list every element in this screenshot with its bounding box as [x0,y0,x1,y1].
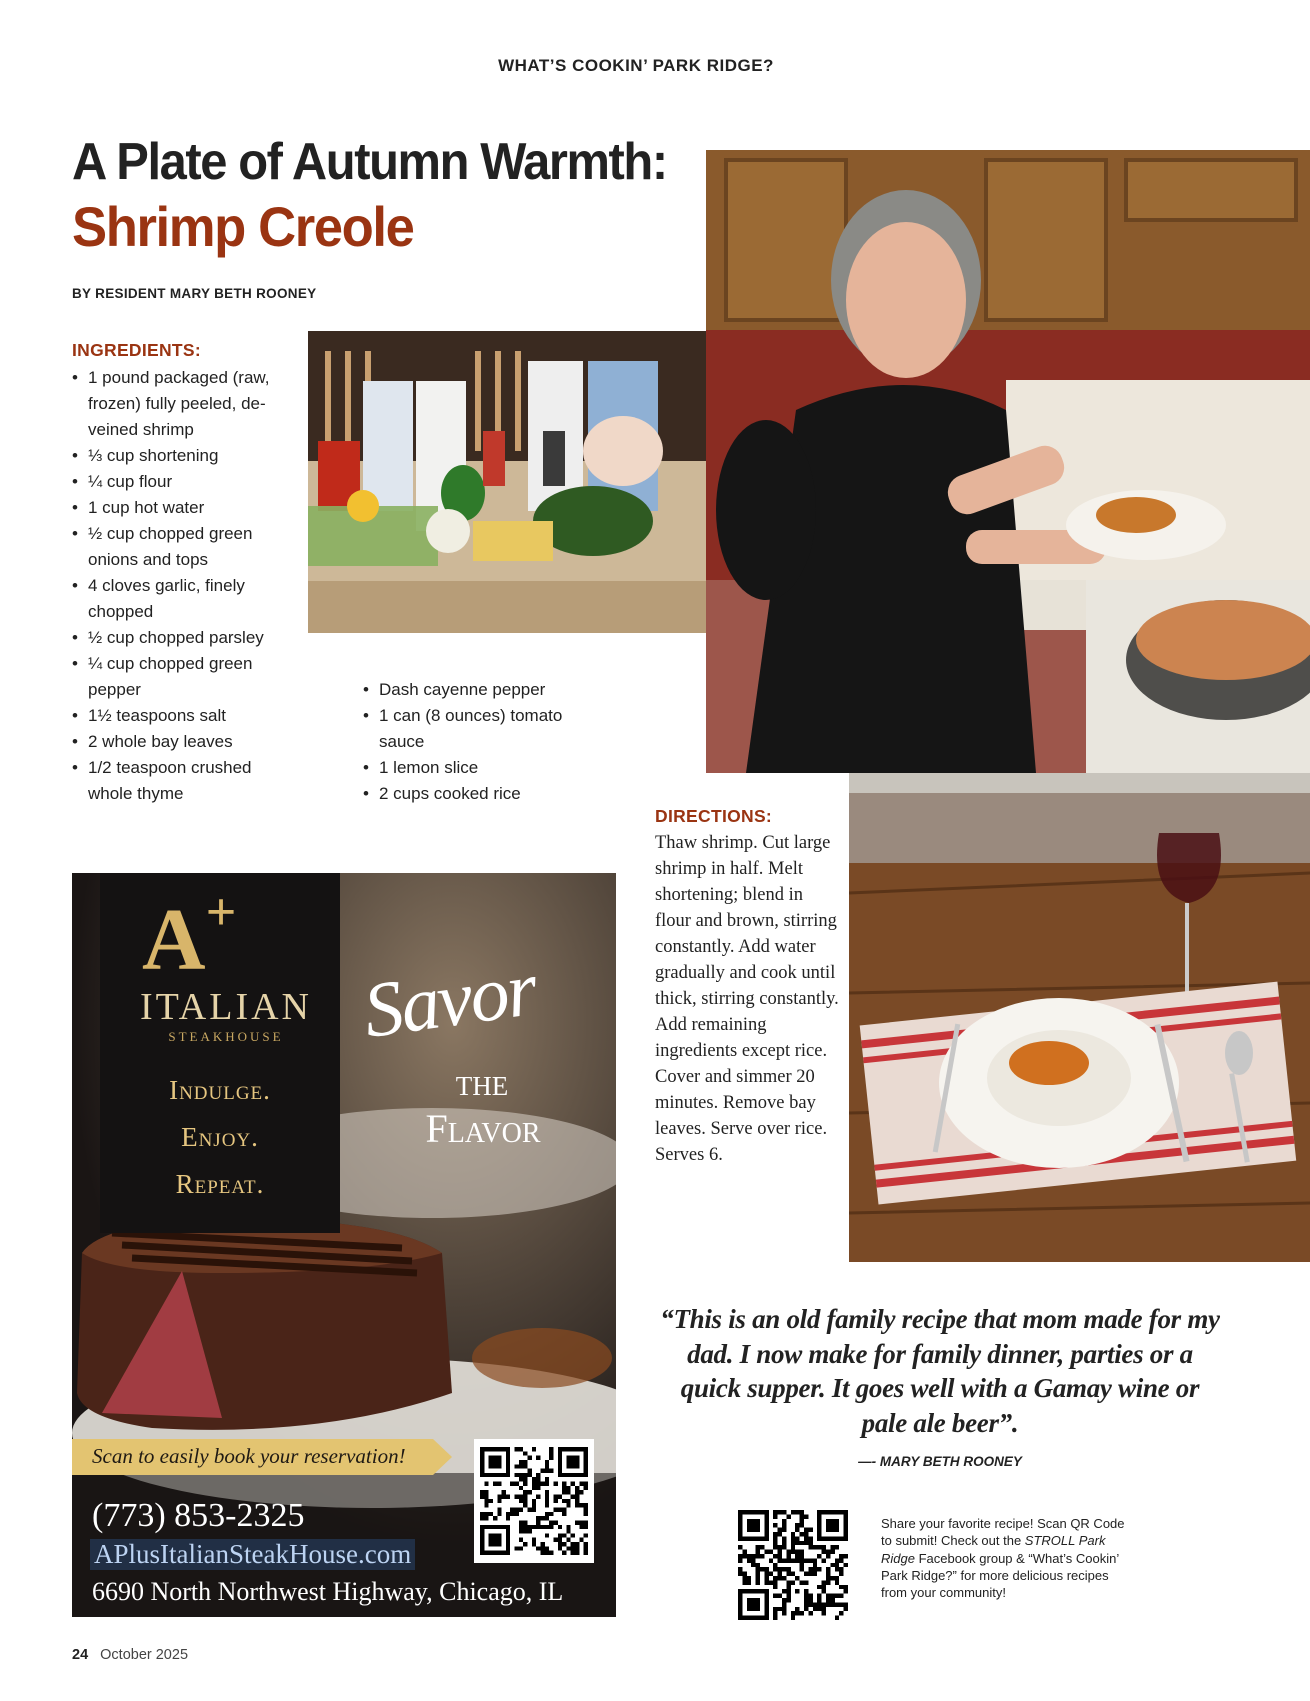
ingredient-item: • 1 pound packaged (raw, frozen) fully peeled, de-veined shrimp [72,365,292,443]
ingredient-item: • 1 can (8 ounces) tomato sauce [363,703,563,755]
ingredients-heading: INGREDIENTS: [72,340,202,360]
ingredient-item: • ⅓ cup shortening [72,443,292,469]
ad-reservation-text: Scan to easily book your reservation! [92,1444,406,1468]
ingredient-item: • 1 cup hot water [72,495,292,521]
page-number: 24 [72,1647,89,1663]
section-label: WHAT’S COOKIN’ PARK RIDGE? [498,56,774,75]
ingredient-item: • ¼ cup flour [72,469,292,495]
ad-qr-code[interactable] [474,1439,594,1563]
ingredient-item: • ½ cup chopped green onions and tops [72,521,292,573]
ad-phone[interactable]: (773) 853-2325 [92,1497,305,1534]
quote-attribution: —- MARY BETH ROONEY [858,1454,1022,1469]
plated-dish-photo [849,773,1310,1262]
ingredients-list-1 [72,365,292,807]
ad-logo-sub: STEAKHOUSE [168,1029,284,1044]
ingredient-item: • 2 cups cooked rice [363,781,563,807]
ingredient-item: • Dash cayenne pepper [363,677,563,703]
issue-date: October 2025 [100,1647,189,1663]
cook-photo [706,150,1310,773]
submission-note: Share your favorite recipe! Scan QR Code to submit! Check out the STROLL Park Ridge Facebook group & “What’s Cookin’ Park Ridge?” for more delicious recipes from your community! [881,1516,1125,1601]
ingredient-item: • 1/2 teaspoon crushed whole thyme [72,755,292,807]
ingredients-list-2 [363,677,563,807]
ingredient-item: • 1½ teaspoons salt [72,703,292,729]
ad-the: the [455,1062,509,1104]
ingredient-item: • ½ cup chopped parsley [72,625,292,651]
ingredient-item: • 1 lemon slice [363,755,563,781]
article-title: A Plate of Autumn Warmth: [72,133,667,191]
ad-savor-script: Savor [358,944,541,1055]
ingredient-item: • ¼ cup chopped green pepper [72,651,292,703]
advertisement [72,873,616,1617]
byline: BY RESIDENT MARY BETH ROONEY [72,286,317,301]
article-subtitle: Shrimp Creole [72,195,414,258]
page-footer [72,1647,188,1663]
ingredient-item: • 4 cloves garlic, finely chopped [72,573,292,625]
ingredients-photo [308,331,706,633]
directions-heading: DIRECTIONS: [655,806,773,826]
ad-website-link[interactable]: APlusItalianSteakHouse.com [90,1539,415,1570]
ad-tagline: Indulge. Enjoy. Repeat. [169,1075,271,1199]
ad-logo-name: ITALIAN [139,986,313,1028]
ingredient-item: • 2 whole bay leaves [72,729,292,755]
ad-address: 6690 North Northwest Highway, Chicago, IL [92,1577,564,1606]
directions-text: Thaw shrimp. Cut large shrimp in half. Melt shortening; blend in flour and brown, stirring constantly. Add water gradually and cook until thick, stirring constantly. Add remaining ingredients except rice. Cover and simmer 20 minutes. Remove bay leaves. Serve over rice. Serves 6. [655,833,839,1165]
ad-flavor: Flavor [425,1106,541,1151]
ad-logo: A+ [142,882,237,989]
pull-quote: “This is an old family recipe that mom made for my dad. I now make for family dinner, parties or a quick supper. It goes well with a Gamay wine or pale ale beer”. [660,1304,1220,1438]
submission-qr-code[interactable] [738,1510,848,1620]
